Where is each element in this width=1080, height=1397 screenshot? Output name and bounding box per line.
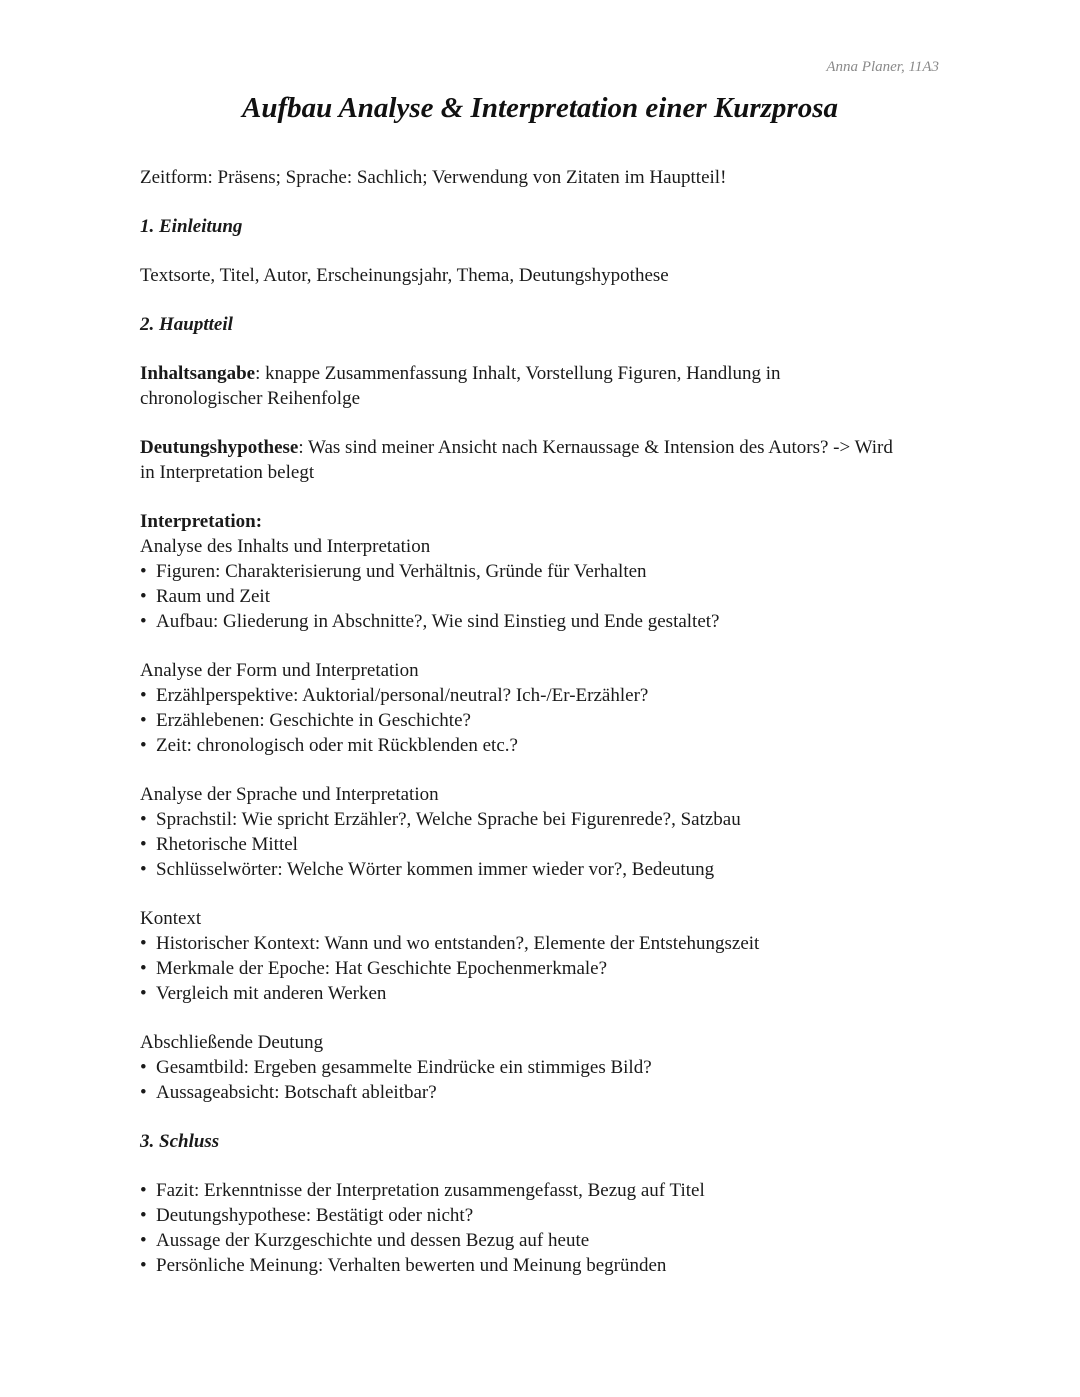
list-item bbox=[140, 683, 940, 708]
intro-text: Zeitform: Präsens; Sprache: Sachlich; Verwendung von Zitaten im Hauptteil! bbox=[140, 167, 727, 188]
list-item-text: Zeit: chronologisch oder mit Rückblenden etc.? bbox=[156, 735, 518, 756]
bullet-icon: • bbox=[140, 735, 147, 756]
list-item bbox=[140, 708, 940, 733]
bullet-icon: • bbox=[140, 809, 147, 830]
list-item-text: Fazit: Erkenntnisse der Interpretation zusammengefasst, Bezug auf Titel bbox=[156, 1180, 705, 1201]
author-line: Anna Planer, 11A3 bbox=[826, 59, 939, 75]
analysis-group-title: Analyse der Form und Interpretation bbox=[140, 660, 419, 681]
bullet-icon: • bbox=[140, 1082, 147, 1103]
list-item bbox=[140, 609, 940, 634]
list-item bbox=[140, 1055, 940, 1080]
list-item-text: Rhetorische Mittel bbox=[156, 834, 298, 855]
interpretation-label: Interpretation: bbox=[140, 511, 263, 532]
heading-einleitung: 1. Einleitung bbox=[140, 216, 243, 237]
schluss-list bbox=[140, 1178, 940, 1278]
inhaltsangabe-text-1: : knappe Zusammenfassung Inhalt, Vorstellung Figuren, Handlung in bbox=[255, 363, 781, 384]
analysis-group-title: Kontext bbox=[140, 908, 202, 929]
analysis-group bbox=[140, 1030, 940, 1129]
deutungshypothese-text-1: : Was sind meiner Ansicht nach Kernaussage & Intension des Autors? -> Wird bbox=[298, 437, 893, 458]
list-item bbox=[140, 981, 940, 1006]
bullet-icon: • bbox=[140, 561, 147, 582]
page-title: Aufbau Analyse & Interpretation einer Kurzprosa bbox=[242, 92, 838, 124]
bullet-icon: • bbox=[140, 933, 147, 954]
deutungshypothese-paragraph bbox=[140, 435, 940, 485]
list-item-text: Persönliche Meinung: Verhalten bewerten und Meinung begründen bbox=[156, 1255, 667, 1276]
list-item bbox=[140, 956, 940, 981]
list-item-text: Gesamtbild: Ergeben gesammelte Eindrücke ein stimmiges Bild? bbox=[156, 1057, 652, 1078]
bullet-icon: • bbox=[140, 586, 147, 607]
analysis-group-list bbox=[140, 683, 940, 758]
analysis-group-title: Abschließende Deutung bbox=[140, 1032, 324, 1053]
bullet-icon: • bbox=[140, 983, 147, 1004]
inhaltsangabe-paragraph bbox=[140, 361, 940, 411]
list-item-text: Erzählperspektive: Auktorial/personal/neutral? Ich-/Er-Erzähler? bbox=[156, 685, 649, 706]
list-item-text: Merkmale der Epoche: Hat Geschichte Epochenmerkmale? bbox=[156, 958, 608, 979]
list-item bbox=[140, 1253, 940, 1278]
list-item-text: Sprachstil: Wie spricht Erzähler?, Welche Sprache bei Figurenrede?, Satzbau bbox=[156, 809, 741, 830]
inhaltsangabe-label: Inhaltsangabe bbox=[140, 363, 256, 384]
bullet-icon: • bbox=[140, 710, 147, 731]
list-item bbox=[140, 857, 940, 882]
bullet-icon: • bbox=[140, 1255, 147, 1276]
list-item bbox=[140, 832, 940, 857]
bullet-icon: • bbox=[140, 859, 147, 880]
deutungshypothese-text-2: in Interpretation belegt bbox=[140, 462, 315, 483]
einleitung-text: Textsorte, Titel, Autor, Erscheinungsjahr, Thema, Deutungshypothese bbox=[140, 265, 669, 286]
bullet-icon: • bbox=[140, 834, 147, 855]
analysis-group-list bbox=[140, 559, 940, 634]
list-item-text: Raum und Zeit bbox=[156, 586, 270, 607]
list-item-text: Figuren: Charakterisierung und Verhältnis, Gründe für Verhalten bbox=[156, 561, 647, 582]
list-item-text: Aussageabsicht: Botschaft ableitbar? bbox=[156, 1082, 437, 1103]
list-item-text: Vergleich mit anderen Werken bbox=[156, 983, 387, 1004]
document-body bbox=[140, 165, 940, 1278]
bullet-icon: • bbox=[140, 1230, 147, 1251]
list-item-text: Historischer Kontext: Wann und wo entstanden?, Elemente der Entstehungszeit bbox=[156, 933, 760, 954]
analysis-group bbox=[140, 534, 940, 658]
analysis-group-list bbox=[140, 807, 940, 882]
analysis-group bbox=[140, 906, 940, 1030]
bullet-icon: • bbox=[140, 1205, 147, 1226]
heading-schluss: 3. Schluss bbox=[140, 1131, 220, 1152]
list-item-text: Aussage der Kurzgeschichte und dessen Bezug auf heute bbox=[156, 1230, 590, 1251]
list-item bbox=[140, 931, 940, 956]
bullet-icon: • bbox=[140, 611, 147, 632]
list-item bbox=[140, 559, 940, 584]
analysis-group-title: Analyse des Inhalts und Interpretation bbox=[140, 536, 431, 557]
list-item bbox=[140, 584, 940, 609]
list-item-text: Schlüsselwörter: Welche Wörter kommen immer wieder vor?, Bedeutung bbox=[156, 859, 715, 880]
bullet-icon: • bbox=[140, 1057, 147, 1078]
heading-hauptteil: 2. Hauptteil bbox=[140, 314, 233, 335]
list-item-text: Aufbau: Gliederung in Abschnitte?, Wie sind Einstieg und Ende gestaltet? bbox=[156, 611, 720, 632]
bullet-icon: • bbox=[140, 958, 147, 979]
list-item-text: Erzählebenen: Geschichte in Geschichte? bbox=[156, 710, 471, 731]
analysis-group-list bbox=[140, 931, 940, 1006]
inhaltsangabe-text-2: chronologischer Reihenfolge bbox=[140, 388, 361, 409]
list-item bbox=[140, 733, 940, 758]
analysis-group bbox=[140, 658, 940, 782]
interpretation-groups bbox=[140, 534, 940, 1129]
list-item bbox=[140, 1203, 940, 1228]
list-item bbox=[140, 1228, 940, 1253]
bullet-icon: • bbox=[140, 1180, 147, 1201]
analysis-group-title: Analyse der Sprache und Interpretation bbox=[140, 784, 439, 805]
deutungshypothese-label: Deutungshypothese bbox=[140, 437, 299, 458]
analysis-group bbox=[140, 782, 940, 906]
list-item bbox=[140, 1178, 940, 1203]
list-item bbox=[140, 807, 940, 832]
bullet-icon: • bbox=[140, 685, 147, 706]
analysis-group-list bbox=[140, 1055, 940, 1105]
list-item-text: Deutungshypothese: Bestätigt oder nicht? bbox=[156, 1205, 474, 1226]
list-item bbox=[140, 1080, 940, 1105]
